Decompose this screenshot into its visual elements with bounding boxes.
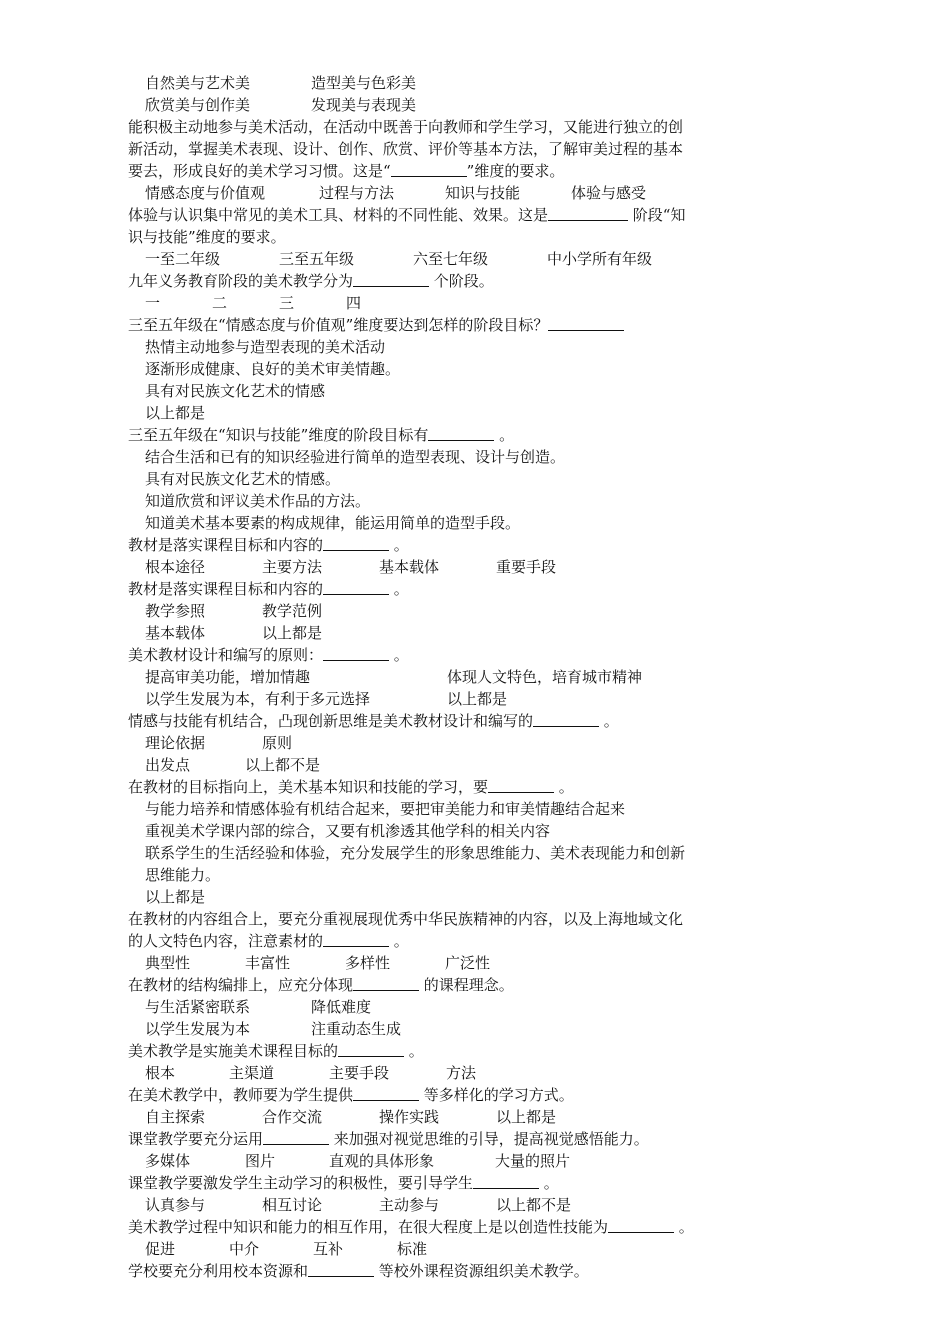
option-line bbox=[128, 182, 768, 204]
option-text: 以上都是 bbox=[262, 624, 323, 642]
option-text: 体验与感受 bbox=[571, 184, 647, 202]
question-text-after: 个阶段。 bbox=[429, 272, 494, 290]
option-line bbox=[128, 94, 768, 116]
question-text: 课堂教学要充分运用 bbox=[128, 1130, 264, 1148]
option-text: 一至二年级 bbox=[145, 250, 221, 268]
question-text-after: 。 bbox=[404, 1042, 424, 1060]
option-text: 逐渐形成健康、良好的美术审美情趣。 bbox=[145, 360, 401, 378]
option-line bbox=[128, 1062, 768, 1084]
option-line bbox=[128, 666, 768, 688]
option-text: 一 bbox=[145, 294, 161, 312]
option-text: 广泛性 bbox=[445, 954, 491, 972]
option-text: 基本载体 bbox=[145, 624, 206, 642]
option-text: 提高审美功能，增加情趣 bbox=[145, 668, 311, 686]
option-text: 与生活紧密联系 bbox=[145, 998, 251, 1016]
question-text: 在美术教学中，教师要为学生提供 bbox=[128, 1086, 354, 1104]
question-text: 美术教学是实施美术课程目标的 bbox=[128, 1042, 339, 1060]
option-text: 三至五年级 bbox=[279, 250, 355, 268]
option-text: 结合生活和已有的知识经验进行简单的造型表现、设计与创造。 bbox=[145, 448, 566, 466]
option-text: 三 bbox=[279, 294, 295, 312]
option-line bbox=[128, 842, 768, 864]
option-line bbox=[128, 622, 768, 644]
answer-blank[interactable] bbox=[548, 315, 624, 331]
option-text: 知道欣赏和评议美术作品的方法。 bbox=[145, 492, 371, 510]
option-text: 中介 bbox=[229, 1240, 260, 1258]
answer-blank[interactable] bbox=[338, 1041, 404, 1057]
option-line bbox=[128, 600, 768, 622]
question-line bbox=[128, 1216, 768, 1238]
option-text: 操作实践 bbox=[379, 1108, 440, 1126]
option-line bbox=[128, 1194, 768, 1216]
question-text: 在教材的结构编排上，应充分体现 bbox=[128, 976, 354, 994]
question-text: 美术教材设计和编写的原则： bbox=[128, 646, 324, 664]
question-text: 新活动，掌握美术表现、设计、创作、欣赏、评价等基本方法，了解审美过程的基本 bbox=[128, 140, 684, 158]
option-line bbox=[128, 1238, 768, 1260]
question-text: 要去，形成良好的美术学习习惯。这是“ bbox=[128, 162, 391, 180]
option-line bbox=[128, 732, 768, 754]
option-line bbox=[128, 72, 768, 94]
option-line bbox=[128, 688, 768, 710]
question-text: 在教材的目标指向上，美术基本知识和技能的学习，要 bbox=[128, 778, 489, 796]
question-line bbox=[128, 204, 768, 226]
option-text: 二 bbox=[212, 294, 228, 312]
option-line bbox=[128, 490, 768, 512]
option-text: 以上都不是 bbox=[245, 756, 321, 774]
answer-blank[interactable] bbox=[353, 975, 419, 991]
option-line bbox=[128, 358, 768, 380]
question-text: 教材是落实课程目标和内容的 bbox=[128, 536, 324, 554]
question-line bbox=[128, 270, 768, 292]
option-text: 以上都不是 bbox=[496, 1196, 572, 1214]
option-line bbox=[128, 402, 768, 424]
answer-blank[interactable] bbox=[548, 205, 628, 221]
option-text: 以学生发展为本，有利于多元选择 bbox=[145, 690, 371, 708]
option-text: 发现美与表现美 bbox=[311, 96, 417, 114]
option-text: 主要手段 bbox=[329, 1064, 390, 1082]
option-line bbox=[128, 1106, 768, 1128]
option-text: 出发点 bbox=[145, 756, 191, 774]
option-text: 合作交流 bbox=[262, 1108, 323, 1126]
question-text-after: 。 bbox=[554, 778, 574, 796]
question-text: 三至五年级在“知识与技能”维度的阶段目标有 bbox=[128, 426, 429, 444]
question-line bbox=[128, 776, 768, 798]
option-line bbox=[128, 336, 768, 358]
question-text: 课堂教学要激发学生主动学习的积极性，要引导学生 bbox=[128, 1174, 474, 1192]
answer-blank[interactable] bbox=[323, 579, 389, 595]
question-line bbox=[128, 314, 768, 336]
option-text: 直观的具体形象 bbox=[329, 1152, 435, 1170]
option-line bbox=[128, 248, 768, 270]
option-text: 以上都是 bbox=[145, 404, 206, 422]
option-line bbox=[128, 292, 768, 314]
option-text: 欣赏美与创作美 bbox=[145, 96, 251, 114]
option-line bbox=[128, 952, 768, 974]
question-line bbox=[128, 644, 768, 666]
answer-blank[interactable] bbox=[323, 535, 389, 551]
question-text-after: 等多样化的学习方式。 bbox=[419, 1086, 574, 1104]
question-text: 在教材的内容组合上，要充分重视展现优秀中华民族精神的内容，以及上海地域文化 bbox=[128, 910, 684, 928]
option-line bbox=[128, 1018, 768, 1040]
answer-blank[interactable] bbox=[323, 931, 389, 947]
option-text: 多媒体 bbox=[145, 1152, 191, 1170]
option-text: 基本载体 bbox=[379, 558, 440, 576]
answer-blank[interactable] bbox=[353, 1085, 419, 1101]
option-text: 以上都是 bbox=[496, 1108, 557, 1126]
answer-blank[interactable] bbox=[391, 161, 467, 177]
option-line bbox=[128, 446, 768, 468]
option-text: 中小学所有年级 bbox=[547, 250, 653, 268]
option-text: 丰富性 bbox=[245, 954, 291, 972]
option-text: 重视美术学课内部的综合，又要有机渗透其他学科的相关内容 bbox=[145, 822, 551, 840]
question-text: 三至五年级在“情感态度与价值观”维度要达到怎样的阶段目标？ bbox=[128, 316, 549, 334]
option-continuation: 思维能力。 bbox=[145, 866, 221, 884]
option-text: 造型美与色彩美 bbox=[311, 74, 417, 92]
question-text: 能积极主动地参与美术活动，在活动中既善于向教师和学生学习，又能进行独立的创 bbox=[128, 118, 684, 136]
option-text: 原则 bbox=[262, 734, 293, 752]
option-line bbox=[128, 996, 768, 1018]
option-text: 重要手段 bbox=[496, 558, 557, 576]
option-text: 自然美与艺术美 bbox=[145, 74, 251, 92]
answer-blank[interactable] bbox=[488, 777, 554, 793]
question-line bbox=[128, 160, 768, 182]
answer-blank[interactable] bbox=[353, 271, 429, 287]
option-text: 过程与方法 bbox=[319, 184, 395, 202]
answer-blank[interactable] bbox=[308, 1261, 374, 1277]
question-text: 体验与认识集中常见的美术工具、材料的不同性能、效果。这是 bbox=[128, 206, 549, 224]
option-text: 情感态度与价值观 bbox=[145, 184, 266, 202]
option-line bbox=[128, 1150, 768, 1172]
option-text: 大量的照片 bbox=[495, 1152, 571, 1170]
document-content bbox=[128, 72, 768, 1282]
question-text-after: 。 bbox=[389, 536, 409, 554]
question-line bbox=[128, 710, 768, 732]
question-text-after: 。 bbox=[539, 1174, 559, 1192]
question-text-after: 。 bbox=[494, 426, 515, 444]
question-text: 九年义务教育阶段的美术教学分为 bbox=[128, 272, 354, 290]
option-text: 根本途径 bbox=[145, 558, 206, 576]
option-text: 具有对民族文化艺术的情感 bbox=[145, 382, 326, 400]
option-text: 主动参与 bbox=[379, 1196, 440, 1214]
answer-blank[interactable] bbox=[473, 1173, 539, 1189]
option-text: 联系学生的生活经验和体验，充分发展学生的形象思维能力、美术表现能力和创新 bbox=[145, 844, 686, 862]
question-text: 美术教学过程中知识和能力的相互作用，在很大程度上是以创造性技能为 bbox=[128, 1218, 609, 1236]
option-text: 方法 bbox=[446, 1064, 477, 1082]
question-line bbox=[128, 578, 768, 600]
option-text: 图片 bbox=[245, 1152, 276, 1170]
option-text: 以上都是 bbox=[145, 888, 206, 906]
question-line bbox=[128, 930, 768, 952]
option-text: 六至七年级 bbox=[413, 250, 489, 268]
option-text: 主渠道 bbox=[229, 1064, 275, 1082]
option-text: 与能力培养和情感体验有机结合起来，要把审美能力和审美情趣结合起来 bbox=[145, 800, 626, 818]
question-text-after: 。 bbox=[674, 1218, 694, 1236]
option-text: 教学参照 bbox=[145, 602, 206, 620]
question-line bbox=[128, 1040, 768, 1062]
option-text: 理论依据 bbox=[145, 734, 206, 752]
option-text: 知识与技能 bbox=[445, 184, 521, 202]
question-text: 学校要充分利用校本资源和 bbox=[128, 1262, 309, 1280]
option-text: 四 bbox=[346, 294, 362, 312]
option-text: 自主探索 bbox=[145, 1108, 206, 1126]
option-text: 知道美术基本要素的构成规律，能运用简单的造型手段。 bbox=[145, 514, 521, 532]
option-text: 认真参与 bbox=[145, 1196, 206, 1214]
question-line bbox=[128, 534, 768, 556]
question-text-after: 。 bbox=[389, 646, 409, 664]
question-line bbox=[128, 1084, 768, 1106]
answer-blank[interactable] bbox=[323, 645, 389, 661]
question-line bbox=[128, 1260, 768, 1282]
option-text: 相互讨论 bbox=[262, 1196, 323, 1214]
question-text: 识与技能”维度的要求。 bbox=[128, 228, 286, 246]
option-text: 降低难度 bbox=[311, 998, 372, 1016]
option-text: 具有对民族文化艺术的情感。 bbox=[145, 470, 341, 488]
question-text-after: 。 bbox=[599, 712, 619, 730]
question-line bbox=[128, 424, 768, 446]
option-line bbox=[128, 556, 768, 578]
option-line bbox=[128, 798, 768, 820]
option-line bbox=[128, 754, 768, 776]
question-text-after: 的课程理念。 bbox=[419, 976, 514, 994]
answer-blank[interactable] bbox=[263, 1129, 329, 1145]
answer-blank[interactable] bbox=[608, 1217, 674, 1233]
option-text: 热情主动地参与造型表现的美术活动 bbox=[145, 338, 386, 356]
question-text: 教材是落实课程目标和内容的 bbox=[128, 580, 324, 598]
option-line bbox=[128, 820, 768, 842]
question-line bbox=[128, 974, 768, 996]
option-text: 多样性 bbox=[345, 954, 391, 972]
option-text: 以上都是 bbox=[447, 690, 508, 708]
answer-blank[interactable] bbox=[533, 711, 599, 727]
option-text: 注重动态生成 bbox=[311, 1020, 402, 1038]
option-text: 以学生发展为本 bbox=[145, 1020, 251, 1038]
question-text: 情感与技能有机结合，凸现创新思维是美术教材设计和编写的 bbox=[128, 712, 534, 730]
option-text: 典型性 bbox=[145, 954, 191, 972]
option-line bbox=[128, 468, 768, 490]
option-text: 互补 bbox=[313, 1240, 344, 1258]
question-text-after: 来加强对视觉思维的引导，提高视觉感悟能力。 bbox=[329, 1130, 649, 1148]
question-text-after: 。 bbox=[389, 580, 409, 598]
option-text: 主要方法 bbox=[262, 558, 323, 576]
option-text: 根本 bbox=[145, 1064, 176, 1082]
question-text-after: 阶段“知 bbox=[628, 206, 686, 224]
question-line bbox=[128, 1128, 768, 1150]
option-line bbox=[128, 512, 768, 534]
question-text-after: 。 bbox=[389, 932, 409, 950]
option-line bbox=[128, 380, 768, 402]
option-text: 促进 bbox=[145, 1240, 176, 1258]
question-text-after: ”维度的要求。 bbox=[466, 162, 565, 180]
option-line bbox=[128, 886, 768, 908]
option-text: 体现人文特色，培育城市精神 bbox=[447, 668, 643, 686]
question-text-after: 等校外课程资源组织美术教学。 bbox=[374, 1262, 589, 1280]
question-text: 的人文特色内容，注意素材的 bbox=[128, 932, 324, 950]
option-text: 标准 bbox=[397, 1240, 428, 1258]
option-text: 教学范例 bbox=[262, 602, 323, 620]
question-line bbox=[128, 1172, 768, 1194]
answer-blank[interactable] bbox=[428, 425, 494, 441]
